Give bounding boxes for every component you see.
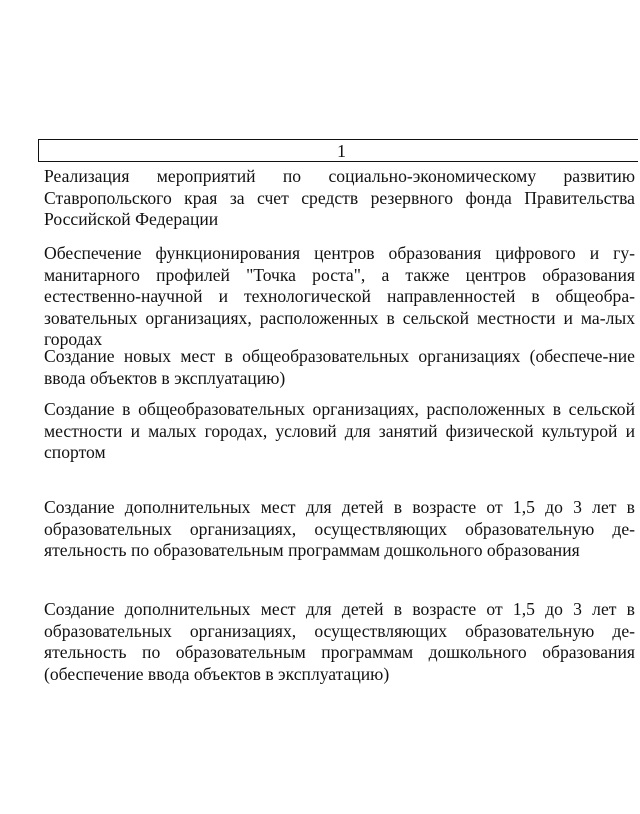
table-header-row [38,139,638,162]
table-row-text: Создание дополнительных мест для детей в возрасте от 1,5 до 3 лет в образовательных организациях, осуществляющих образовательную де-ятельность по образовательным программам дошкольного образования (обеспечение ввода объектов в эксплуатацию) [44,599,635,684]
column-number: 1 [337,140,346,161]
table-row-text: Обеспечение функционирования центров образования цифрового и гу-манитарного профилей "Точка роста", а также центров образования естественно-научной и технологической направленностей в общеобра-зовательных организациях, расположенных в сельской местности и ма-лых городах [44,243,635,350]
table-row-text: Создание в общеобразовательных организациях, расположенных в сельской местности и малых городах, условий для занятий физической культурой и спортом [44,399,635,463]
table-row-text: Реализация мероприятий по социально-экономическому развитию Ставропольского края за счет средств резервного фонда Правительства Российской Федерации [44,166,635,230]
table-row-text: Создание дополнительных мест для детей в возрасте от 1,5 до 3 лет в образовательных организациях, осуществляющих образовательную де-ятельность по образовательным программам дошкольного образования [44,497,635,561]
table-row-text: Создание новых мест в общеобразовательных организациях (обеспече-ние ввода объектов в эксплуатацию) [44,346,635,388]
